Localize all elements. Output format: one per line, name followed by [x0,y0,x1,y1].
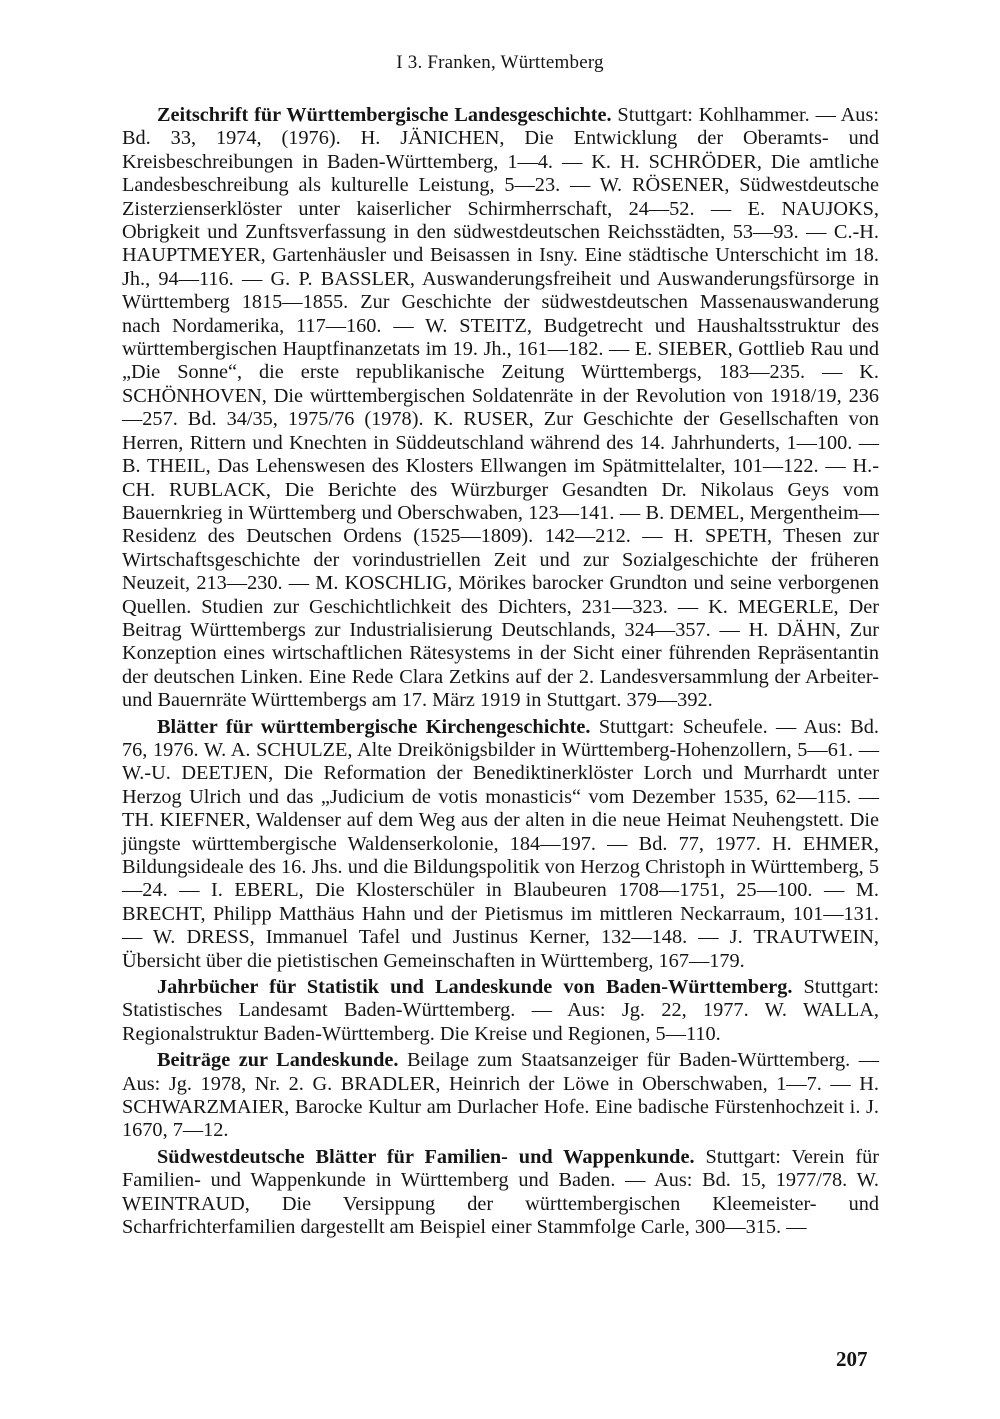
journal-title: Blätter für württembergische Kirchengeschichte. [157,715,591,738]
journal-title: Beiträge zur Landeskunde. [157,1049,399,1072]
bibliography-entry [122,1049,879,1143]
entry-text: Beilage zum Staatsanzeiger für Baden-Württemberg. — Aus: Jg. 1978, Nr. 2. G. BRADLER, Heinrich der Löwe in Oberschwaben, 1—7. — H. SCHWARZMAIER, Barocke Kultur am Durlacher Hofe. Eine badische Fürstenhochzeit i. J. 1670, 7—12. [122,1049,879,1142]
bibliography-body [122,104,879,1243]
bibliography-entry [122,976,879,1046]
journal-title: Jahrbücher für Statistik und Landeskunde von Baden-Württemberg. [157,976,793,999]
journal-title: Südwestdeutsche Blätter für Familien- und Wappenkunde. [157,1145,695,1168]
entry-text: Stuttgart: Kohlhammer. — Aus: Bd. 33, 1974, (1976). H. JÄNICHEN, Die Entwicklung der Oberamts- und Kreisbeschreibungen in Baden-Württemberg, 1—4. — K. H. SCHRÖDER, Die amtliche Landesbeschreibung als kulturelle Leistung, 5—23. — W. RÖSENER, Südwestdeutsche Zisterzienserklöster unter kaiserlicher Schirmherrschaft, 24—52. — E. NAUJOKS, Obrigkeit und Zunftsverfassung in den südwestdeutschen Reichsstädten, 53—93. — C.-H. HAUPTMEYER, Gartenhäusler und Beisassen in Isny. Eine städtische Unterschicht im 18. Jh., 94—116. — G. P. BASSLER, Auswanderungsfreiheit und Auswanderungsfürsorge in Württemberg 1815—1855. Zur Geschichte der südwestdeutschen Massenauswanderung nach Nordamerika, 117—160. — W. STEITZ, Budgetrecht und Haushaltsstruktur des württembergischen Hauptfinanzetats im 19. Jh., 161—182. — E. SIEBER, Gottlieb Rau und „Die Sonne“, die erste republikanische Zeitung Württembergs, 183—235. — K. SCHÖNHOVEN, Die württembergischen Soldatenräte in der Revolution von 1918/19, 236—257. Bd. 34/35, 1975/76 (1978). K. RUSER, Zur Geschichte der Gesellschaften von Herren, Rittern und Knechten in Süddeutschland während des 14. Jahrhunderts, 1—100. — B. THEIL, Das Lehenswesen des Klosters Ellwangen im Spätmittelalter, 101—122. — H.-CH. RUBLACK, Die Berichte des Würzburger Gesandten Dr. Nikolaus Geys vom Bauernkrieg in Württemberg und Oberschwaben, 123—141. — B. DEMEL, Mergentheim—Residenz des Deutschen Ordens (1525—1809). 142—212. — H. SPETH, Thesen zur Wirtschaftsgeschichte der vorindustriellen Zeit und zur Sozialgeschichte der früheren Neuzeit, 213—230. — M. KOSCHLIG, Mörikes barocker Grundton und seine verborgenen Quellen. Studien zur Geschichtlichkeit des Dichters, 231—323. — K. MEGERLE, Der Beitrag Württembergs zur Industrialisierung Deutschlands, 324—357. — H. DÄHN, Zur Konzeption eines wirtschaftlichen Rätesystems in der Sicht einer führenden Repräsentantin der deutschen Linken. Eine Rede Clara Zetkins auf der 2. Landesversammlung der Arbeiter- und Bauernräte Württembergs am 17. März 1919 in Stuttgart. 379—392. [122,104,879,712]
bibliography-entry [122,716,879,973]
journal-title: Zeitschrift für Württembergische Landesgeschichte. [157,104,612,126]
page-number: 207 [836,1347,868,1371]
bibliography-entry [122,1146,879,1240]
entry-text: Stuttgart: Statistisches Landesamt Baden-Württemberg. — Aus: Jg. 22, 1977. W. WALLA, Regionalstruktur Baden-Württemberg. Die Kreise und Regionen, 5—110. [122,976,879,1045]
bibliography-entry [122,104,879,713]
running-head: I 3. Franken, Württemberg [396,52,604,73]
entry-text: Stuttgart: Verein für Familien- und Wappenkunde in Württemberg und Baden. — Aus: Bd. 15, 1977/78. W. WEINTRAUD, Die Versippung der württembergischen Kleemeister- und Scharfrichterfamilien dargestellt am Beispiel einer Stammfolge Carle, 300—315. — [122,1145,879,1239]
entry-text: Stuttgart: Scheufele. — Aus: Bd. 76, 1976. W. A. SCHULZE, Alte Dreikönigsbilder in Württemberg-Hohenzollern, 5—61. — W.-U. DEETJEN, Die Reformation der Benediktinerklöster Lorch und Murrhardt unter Herzog Ulrich und das „Judicium de votis monasticis“ vom Dezember 1535, 62—115. — TH. KIEFNER, Waldenser auf dem Weg aus der alten in die neue Heimat Neuhengstett. Die jüngste württembergische Waldenserkolonie, 184—197. — Bd. 77, 1977. H. EHMER, Bildungsideale des 16. Jhs. und die Bildungspolitik von Herzog Christoph in Württemberg, 5—24. — I. EBERL, Die Klosterschüler in Blaubeuren 1708—1751, 25—100. — M. BRECHT, Philipp Matthäus Hahn und der Pietismus im mittleren Neckarraum, 101—131. — W. DRESS, Immanuel Tafel und Justinus Kerner, 132—148. — J. TRAUTWEIN, Übersicht über die pietistischen Gemeinschaften in Württemberg, 167—179. [122,715,880,972]
